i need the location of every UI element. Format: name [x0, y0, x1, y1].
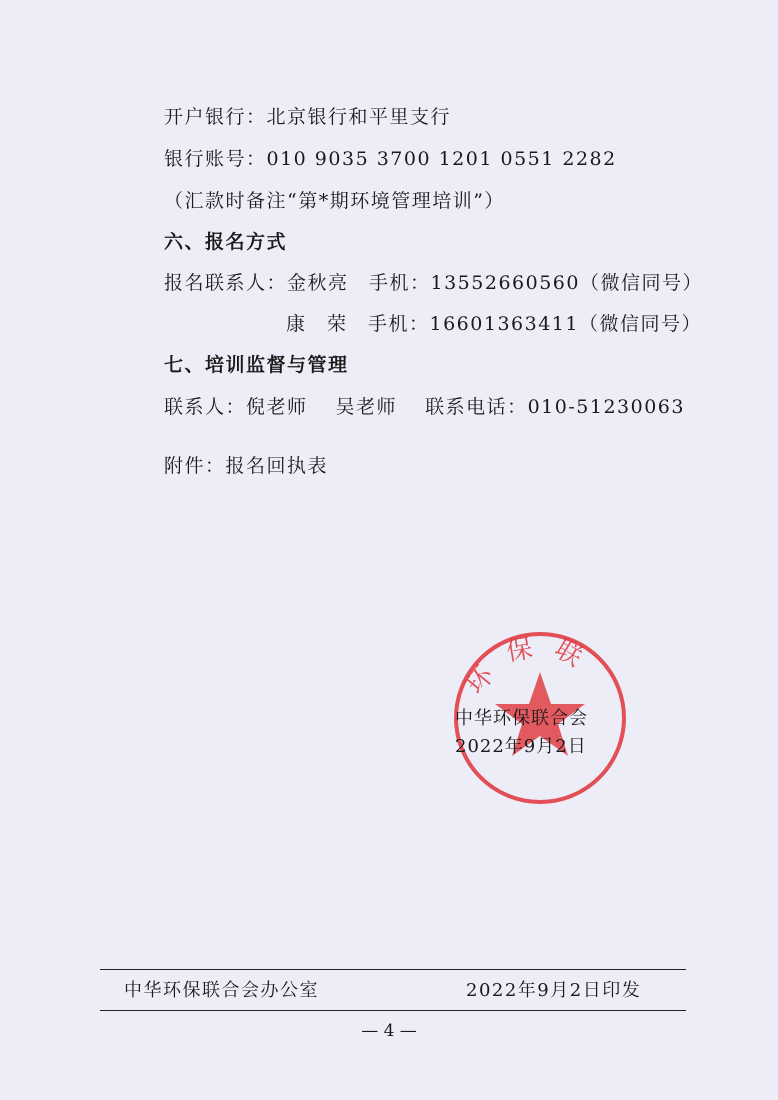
bank-account-line: 银行账号：010 9035 3700 1201 0551 2282	[164, 148, 617, 170]
remit-note-line: （汇款时备注“第*期环境管理培训”）	[164, 190, 505, 212]
footer-office: 中华环保联合会办公室	[124, 980, 319, 1001]
section-7-heading: 七、培训监督与管理	[164, 354, 349, 376]
svg-text:环保联	[460, 631, 602, 700]
contact-line-2: 康 荣 手机：16601363411（微信同号）	[286, 313, 702, 335]
signature-org: 中华环保联合会	[455, 708, 588, 729]
section-6-heading: 六、报名方式	[164, 231, 288, 253]
footer-print-date: 2022年9月2日印发	[466, 980, 642, 1001]
bank-name-line: 开户银行：北京银行和平里支行	[164, 106, 452, 128]
seal-text: 环保联	[460, 630, 603, 701]
attachment-line: 附件：报名回执表	[164, 455, 329, 477]
page-number: — 4 —	[361, 1021, 417, 1041]
footer-rule-top	[100, 969, 686, 970]
footer-rule-bottom	[100, 1010, 686, 1011]
signature-date: 2022年9月2日	[455, 736, 587, 757]
supervision-contact-line: 联系人：倪老师 吴老师 联系电话：010-51230063	[164, 396, 685, 418]
contact-line-1: 报名联系人：金秋亮 手机：13552660560（微信同号）	[164, 272, 703, 294]
